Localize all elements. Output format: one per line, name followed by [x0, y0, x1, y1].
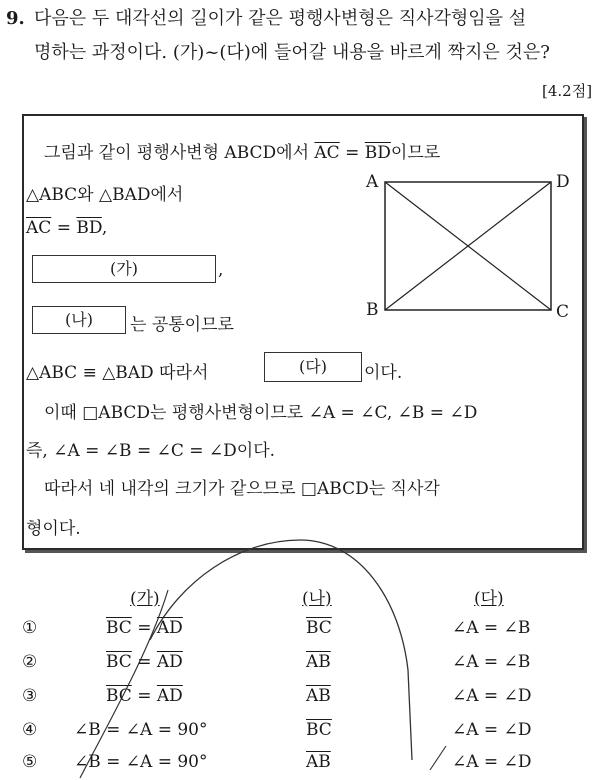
vertex-label-a: A — [366, 172, 379, 192]
column-header-na: (나) — [302, 589, 332, 609]
proof-line-10: 형이다. — [26, 519, 81, 539]
segment: $\overline{BC}$ — [106, 652, 132, 672]
option-5-na: $\overline{AB}$ — [306, 752, 331, 772]
option-number-4[interactable]: ④ — [22, 720, 38, 740]
option-number-1[interactable]: ① — [22, 618, 38, 638]
option-4-da: ∠A = ∠D — [452, 720, 532, 740]
option-number-2[interactable]: ② — [22, 652, 38, 672]
vertex-label-d: D — [556, 172, 570, 192]
proof-line-3 — [26, 218, 107, 238]
option-2-ga — [106, 652, 183, 672]
segment: $\overline{BC}$ — [106, 686, 132, 706]
proof-line-5-post: 는 공통이므로 — [130, 315, 234, 335]
question-number: 9. — [6, 8, 25, 29]
option-number-5[interactable]: ⑤ — [22, 752, 38, 772]
segment: $\overline{AD}$ — [156, 652, 183, 672]
proof-line-6-pre: △ABC ≡ △BAD 따라서 — [26, 363, 209, 383]
option-1-ga — [106, 618, 183, 638]
segment-ac-2: $\overline{AC}$ — [26, 218, 52, 238]
equals-sign: = — [131, 618, 157, 638]
equals-sign-2: = — [51, 218, 77, 238]
blank-na: (나) — [32, 306, 126, 334]
segment-ac: $\overline{AC}$ — [314, 143, 340, 163]
column-header-da: (다) — [474, 589, 504, 609]
option-3-ga — [106, 686, 183, 706]
segment: $\overline{BC}$ — [106, 618, 132, 638]
option-3-na: $\overline{AB}$ — [306, 686, 331, 706]
option-5-ga: ∠B = ∠A = 90° — [74, 752, 208, 772]
proof-line-2: △ABC와 △BAD에서 — [26, 185, 184, 205]
equals-sign: = — [131, 686, 157, 706]
question-line-2: 명하는 과정이다. (가)~(다)에 들어갈 내용을 바르게 짝지은 것은? — [34, 42, 550, 63]
proof-line-6-post: 이다. — [364, 363, 403, 383]
segment: $\overline{AD}$ — [156, 686, 183, 706]
blank-da: (다) — [264, 352, 362, 382]
option-1-na: $\overline{BC}$ — [306, 618, 332, 638]
pen-mark — [0, 520, 608, 780]
equals-sign: = — [131, 652, 157, 672]
option-4-ga: ∠B = ∠A = 90° — [74, 720, 208, 740]
option-3-da: ∠A = ∠D — [452, 686, 532, 706]
proof-line-9: 따라서 네 내각의 크기가 같으므로 □ABCD는 직사각 — [44, 479, 440, 499]
blank-ga: (가) — [32, 255, 216, 283]
column-header-ga: (가) — [130, 589, 160, 609]
proof-line-8: 즉, ∠A = ∠B = ∠C = ∠D이다. — [26, 441, 276, 461]
option-5-da: ∠A = ∠D — [452, 752, 532, 772]
question-line-1: 다음은 두 대각선의 길이가 같은 평행사변형은 직사각형임을 설 — [34, 8, 527, 29]
vertex-label-b: B — [366, 300, 379, 320]
blank-ga-comma: , — [218, 260, 224, 280]
option-1-da: ∠A = ∠B — [452, 618, 531, 638]
rectangle-figure — [360, 168, 580, 318]
points-label: [4.2점] — [542, 82, 593, 100]
proof-line-3-post: , — [101, 218, 108, 238]
proof-line-1 — [44, 138, 440, 163]
equals-sign: = — [339, 143, 365, 163]
segment: $\overline{AD}$ — [156, 618, 183, 638]
segment-bd-2: $\overline{BD}$ — [76, 218, 102, 238]
option-number-3[interactable]: ③ — [22, 686, 38, 706]
segment-bd: $\overline{BD}$ — [364, 143, 391, 163]
proof-line-7: 이때 □ABCD는 평행사변형이므로 ∠A = ∠C, ∠B = ∠D — [44, 403, 478, 423]
proof-line-1-pre: 그림과 같이 평행사변형 ABCD에서 — [44, 143, 315, 163]
proof-line-1-post: 이므로 — [390, 143, 441, 163]
option-4-na: $\overline{BC}$ — [306, 720, 332, 740]
vertex-label-c: C — [556, 302, 570, 322]
option-2-da: ∠A = ∠B — [452, 652, 531, 672]
option-2-na: $\overline{AB}$ — [306, 652, 331, 672]
